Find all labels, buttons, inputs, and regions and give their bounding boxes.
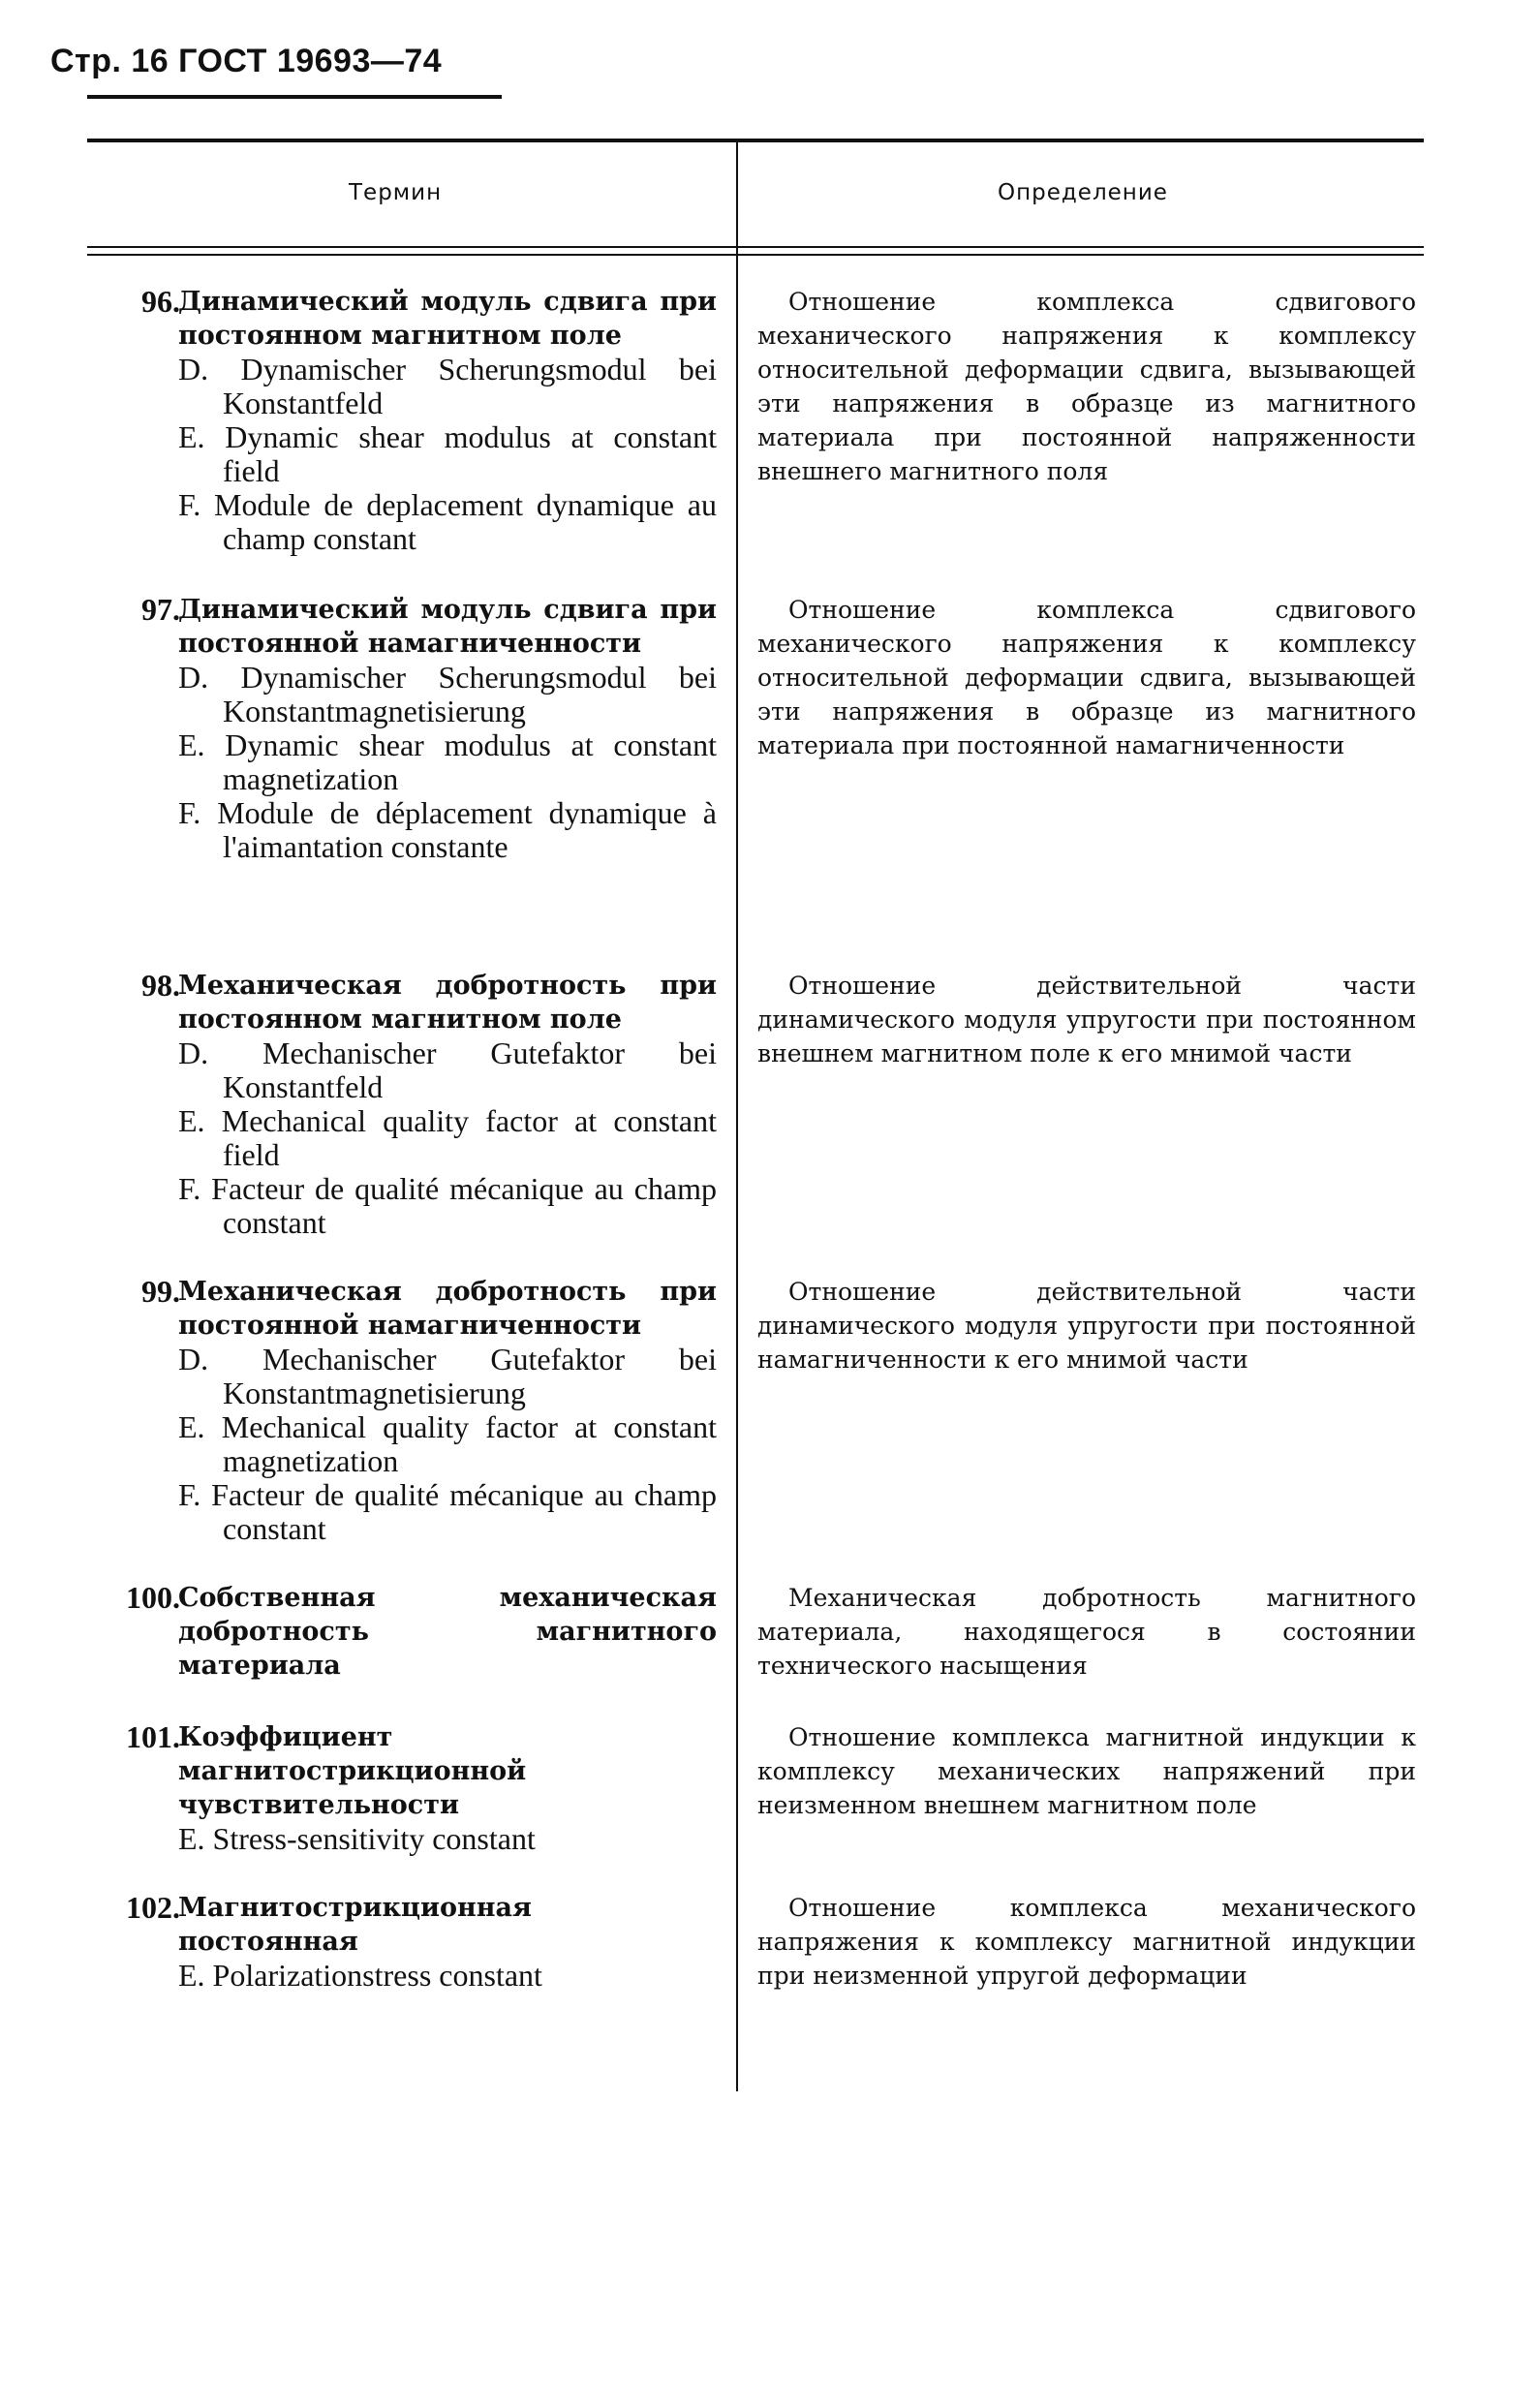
- term-number: 100.: [126, 1580, 180, 1615]
- term-cell: [87, 969, 717, 1240]
- term-en: E. Polarizationstress constant: [178, 1958, 542, 1993]
- column-divider: [736, 142, 738, 2091]
- term-ru: Динамический модуль сдвига при постоянной намагниченности: [178, 595, 717, 659]
- term-cell: [87, 1581, 717, 1683]
- term-number: 96.: [141, 284, 180, 319]
- term-fr: F. Facteur de qualité mécanique au champ constant: [178, 1171, 717, 1240]
- column-header-term: Термин: [349, 180, 443, 205]
- term-number: 101.: [126, 1719, 180, 1754]
- definition-text: Отношение комплекса магнитной индукции к комплексу механических напряжений при неизменном внешнем магнитном поле: [757, 1723, 1416, 1819]
- term-de: D. Mechanischer Gutefaktor bei Konstantmagnetisierung: [178, 1342, 717, 1410]
- definition-text: Механическая добротность магнитного материала, находящегося в состоянии технического насыщения: [757, 1584, 1416, 1680]
- term-fr: F. Module de déplacement dynamique à l'aimantation constante: [178, 795, 717, 864]
- term-cell: [87, 1891, 717, 1993]
- definition-cell: [757, 1581, 1416, 1683]
- term-ru: Механическая добротность при постоянном магнитном поле: [178, 971, 717, 1035]
- definition-cell: [757, 1720, 1416, 1822]
- header-underline: [87, 95, 502, 99]
- definition-text: Отношение комплекса сдвигового механического напряжения к комплексу относительной деформации сдвига, вызывающей эти напряжения в образце из магнитного материала при постоянной напряженности внешнего магнитного поля: [757, 288, 1416, 485]
- definition-cell: [757, 1891, 1416, 1993]
- term-number: 98.: [141, 968, 180, 1003]
- term-cell: [87, 1275, 717, 1546]
- term-ru: Магнитострикционная постоянная: [178, 1893, 532, 1957]
- term-en: E. Stress-sensitivity constant: [178, 1821, 536, 1856]
- definition-text: Отношение комплекса сдвигового механического напряжения к комплексу относительной деформации сдвига, вызывающей эти напряжения в образце из магнитного материала при постоянной намагниченности: [757, 596, 1416, 759]
- definition-cell: [757, 969, 1416, 1070]
- table-top-rule: [87, 139, 1424, 142]
- term-de: D. Dynamischer Scherungsmodul bei Konstantfeld: [178, 352, 717, 420]
- definition-cell: [757, 593, 1416, 762]
- term-en: E. Mechanical quality factor at constant field: [178, 1103, 717, 1172]
- term-number: 97.: [141, 592, 180, 627]
- term-number: 99.: [141, 1274, 180, 1309]
- term-fr: F. Module de deplacement dynamique au champ constant: [178, 487, 717, 556]
- column-header-definition: Определение: [998, 180, 1168, 205]
- term-cell: [87, 1720, 717, 1856]
- term-number: 102.: [126, 1890, 180, 1925]
- definition-text: Отношение комплекса механического напряжения к комплексу магнитной индукции при неизменной упругой деформации: [757, 1894, 1416, 1990]
- term-en: E. Dynamic shear modulus at constant magnetization: [178, 727, 717, 796]
- header-rule: [87, 254, 1424, 256]
- term-ru: Собственная механическая добротность магнитного материала: [178, 1583, 717, 1681]
- term-en: E. Dynamic shear modulus at constant field: [178, 419, 717, 488]
- term-fr: F. Facteur de qualité mécanique au champ constant: [178, 1477, 717, 1546]
- header-rule: [87, 246, 1424, 248]
- page-header: Стр. 16 ГОСТ 19693—74: [50, 43, 443, 79]
- term-cell: [87, 285, 717, 556]
- definition-cell: [757, 285, 1416, 488]
- term-ru: Механическая добротность при постоянной намагниченности: [178, 1277, 717, 1341]
- definition-cell: [757, 1275, 1416, 1376]
- term-ru: Динамический модуль сдвига при постоянном магнитном поле: [178, 287, 717, 351]
- term-en: E. Mechanical quality factor at constant magnetization: [178, 1409, 717, 1478]
- term-cell: [87, 593, 717, 864]
- term-de: D. Dynamischer Scherungsmodul bei Konstantmagnetisierung: [178, 660, 717, 728]
- term-ru: Коэффициент магнитострикционной чувствительности: [178, 1722, 527, 1820]
- definition-text: Отношение действительной части динамического модуля упругости при постоянной намагниченности к его мнимой части: [757, 1278, 1416, 1374]
- term-de: D. Mechanischer Gutefaktor bei Konstantfeld: [178, 1036, 717, 1104]
- definition-text: Отношение действительной части динамического модуля упругости при постоянном внешнем магнитном поле к его мнимой части: [757, 972, 1416, 1067]
